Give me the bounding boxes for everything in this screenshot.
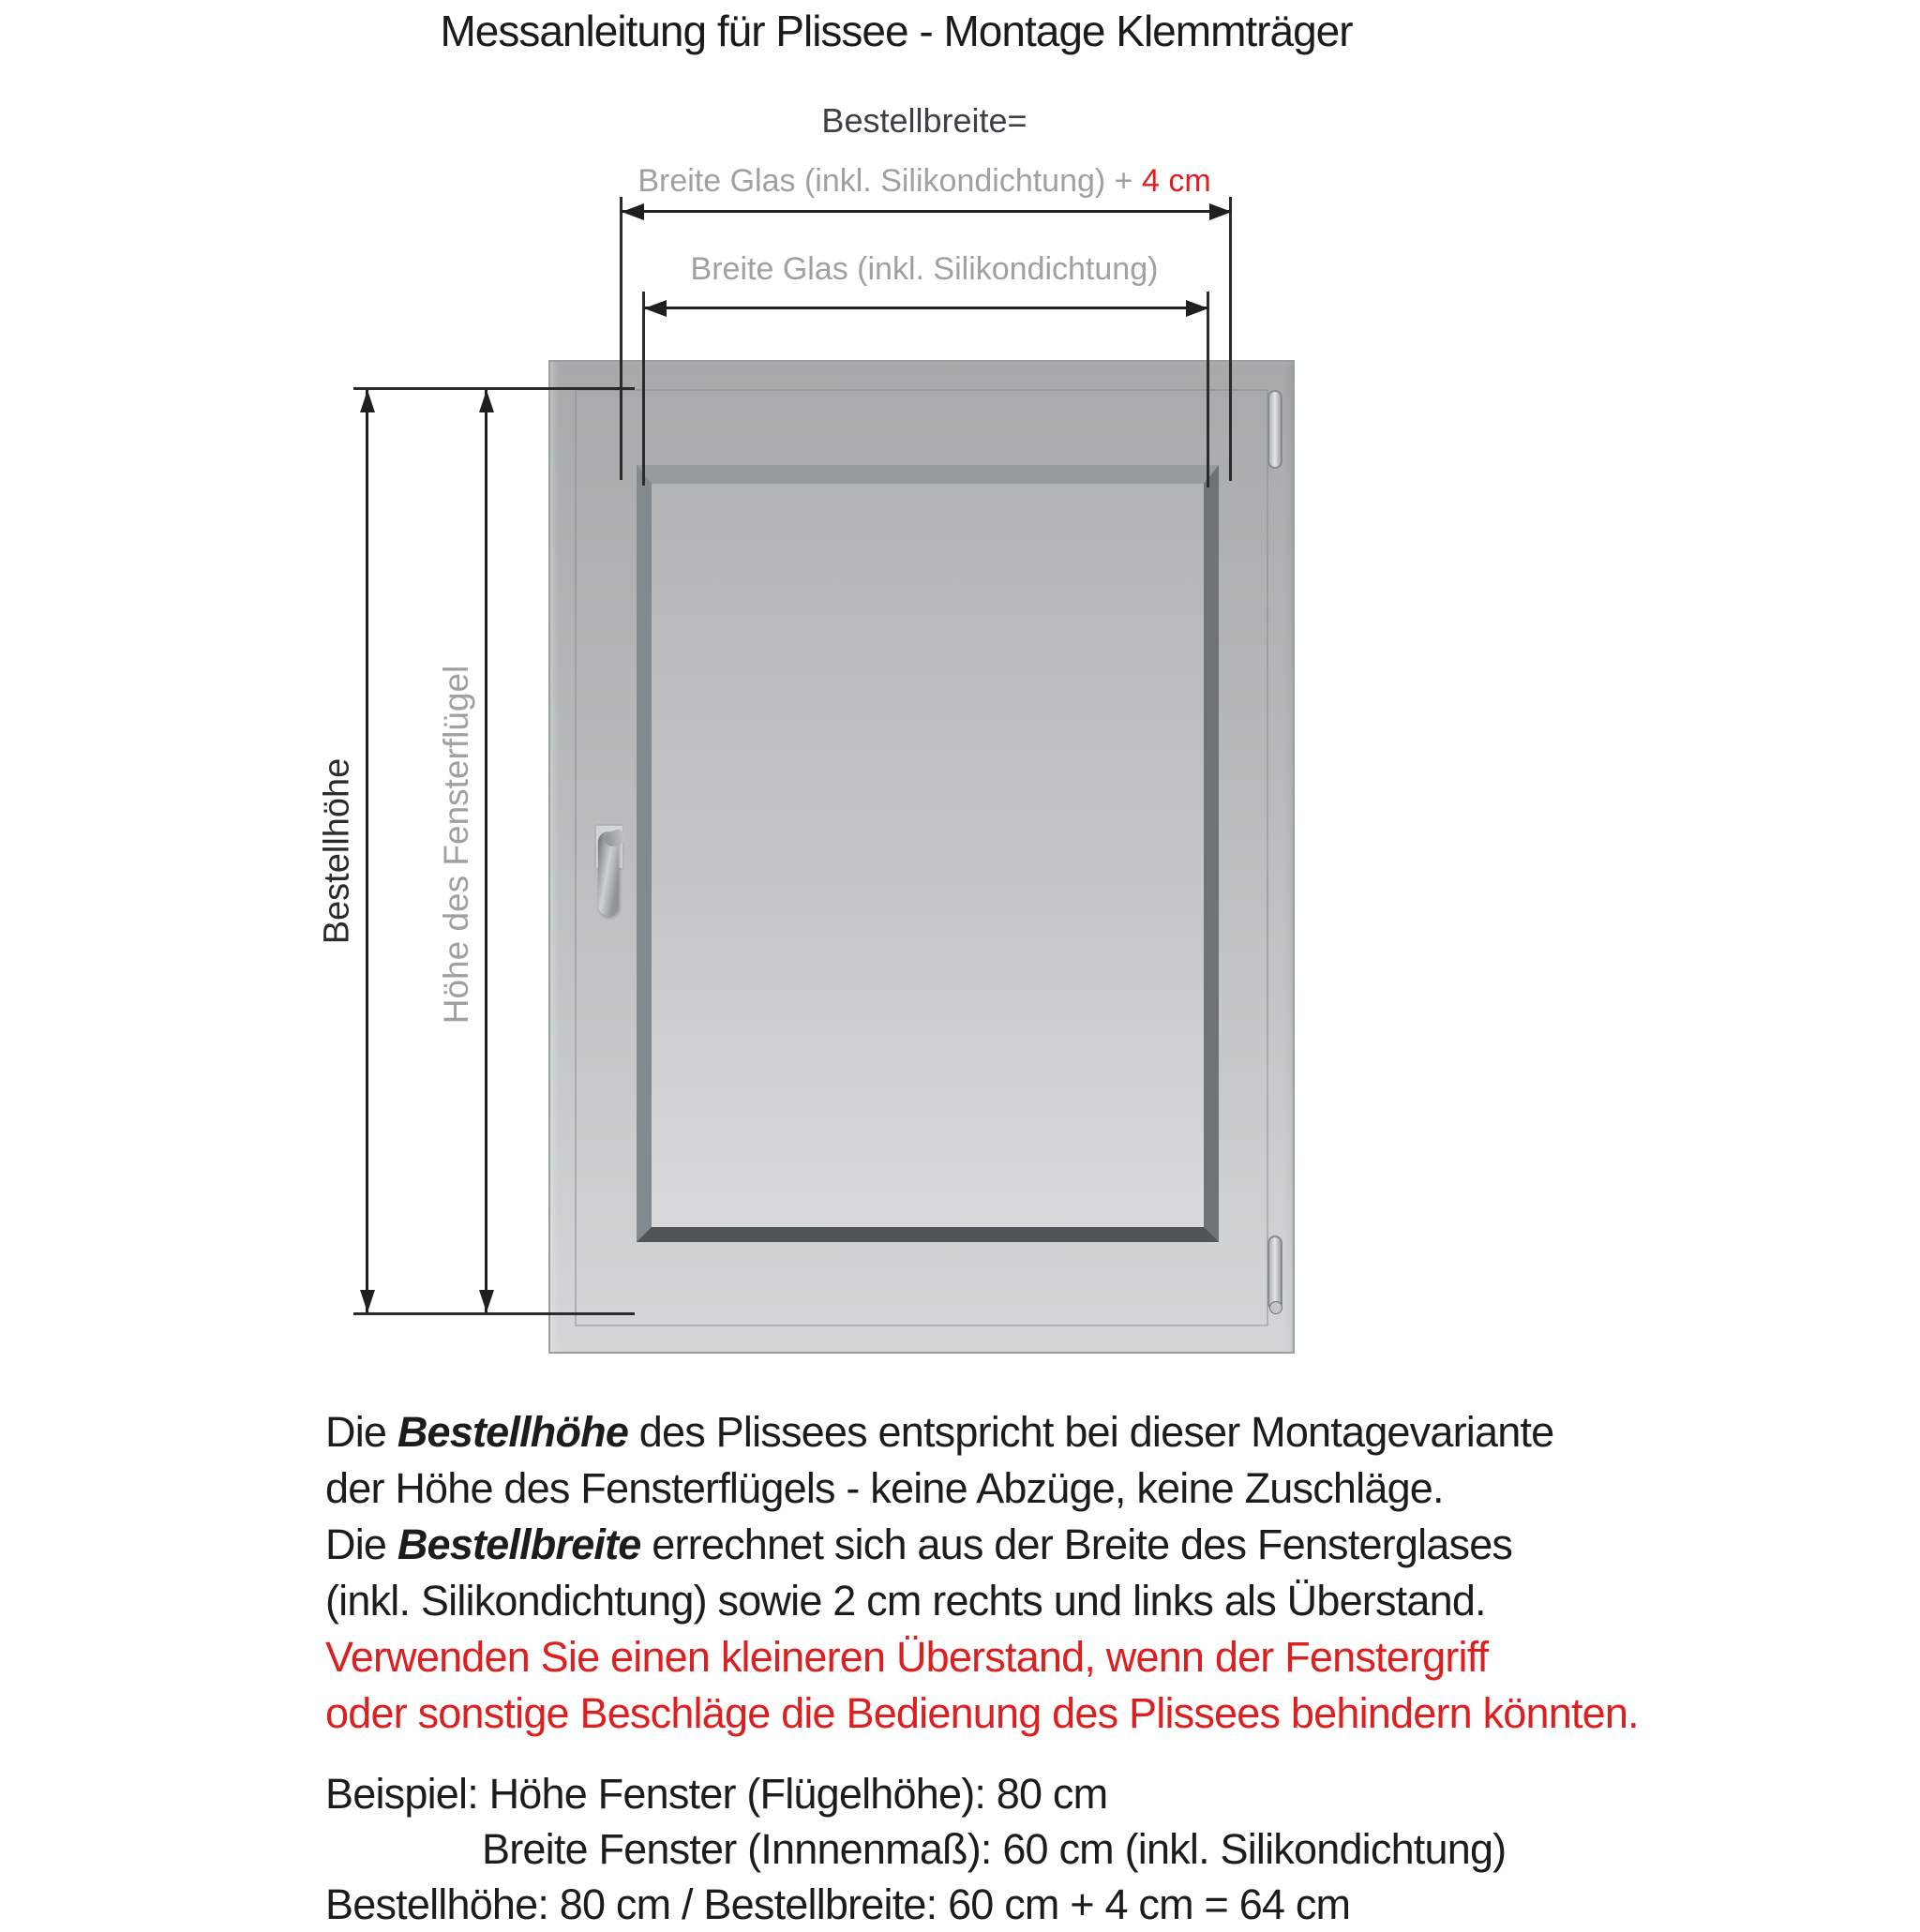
example-paragraph xyxy=(325,1766,1506,1932)
instruction-paragraph xyxy=(325,1404,1639,1742)
tick-line-top xyxy=(353,387,635,390)
label-breite-glas-plus-4cm: Breite Glas (inkl. Silikondichtung) + 4 cm xyxy=(638,163,1211,199)
dimension-arrow-glass-width xyxy=(644,307,1208,309)
label-bestellhoehe: Bestellhöhe xyxy=(317,757,357,945)
extension-line-right-inner xyxy=(1207,292,1209,487)
label-bestellbreite: Bestellbreite= xyxy=(821,101,1028,140)
dimension-arrow-order-width xyxy=(622,210,1232,213)
extension-line-left-outer xyxy=(620,197,622,480)
example-line: Breite Fenster (Innnenmaß): 60 cm (inkl. Silikondichtung) xyxy=(482,1825,1507,1873)
window-handle xyxy=(598,831,619,916)
example-line: Bestellhöhe: 80 cm / Bestellbreite: 60 cm + 4 cm = 64 cm xyxy=(325,1880,1351,1928)
window-hinge-bottom xyxy=(1268,1236,1282,1310)
page-title: Messanleitung für Plissee - Montage Klemmträger xyxy=(440,7,1353,55)
instruction-line: der Höhe des Fensterflügels - keine Abzüge, keine Zuschläge. xyxy=(325,1464,1444,1512)
dimension-arrow-order-height xyxy=(366,390,368,1312)
window-illustration xyxy=(548,360,1295,1354)
instruction-line: (inkl. Silikondichtung) sowie 2 cm rechts und links als Überstand. xyxy=(325,1577,1486,1625)
instruction-warning-line: oder sonstige Beschläge die Bedienung des Plissees behindern könnten. xyxy=(325,1689,1639,1737)
example-line: Beispiel: Höhe Fenster (Flügelhöhe): 80 cm xyxy=(325,1770,1108,1818)
label-hoehe-fensterfluegel: Höhe des Fensterflügel xyxy=(437,665,475,1025)
instruction-line: Die Bestellhöhe des Plissees entspricht bei dieser Montagevariante xyxy=(325,1408,1554,1456)
window-glass xyxy=(637,465,1219,1242)
extension-line-right-outer xyxy=(1229,197,1232,481)
window-hinge-top xyxy=(1268,390,1282,469)
instruction-warning-line: Verwenden Sie einen kleineren Überstand, wenn der Fenstergriff xyxy=(325,1633,1489,1681)
dimension-arrow-sash-height xyxy=(485,390,488,1312)
instruction-line: Die Bestellbreite errechnet sich aus der Breite des Fensterglases xyxy=(325,1520,1513,1568)
label-breite-glas: Breite Glas (inkl. Silikondichtung) xyxy=(690,251,1159,287)
tick-line-bottom xyxy=(353,1312,635,1315)
extension-line-left-inner xyxy=(642,292,645,486)
